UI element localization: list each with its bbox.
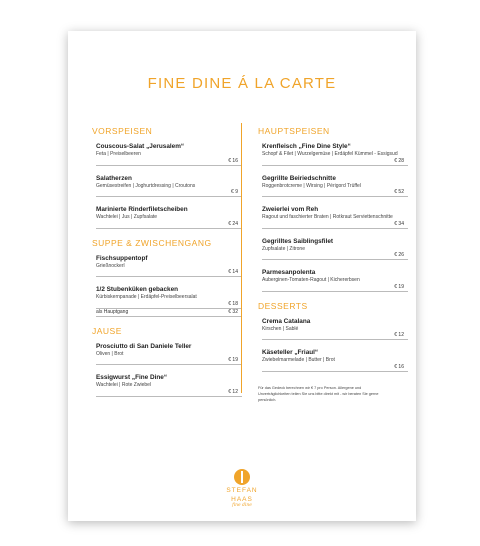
- dish-description: Schopf & Filet | Wurzelgemüse | Erdäpfel Kümmel - Essigsud: [262, 151, 398, 157]
- dish-name: Prosciutto di San Daniele Teller: [96, 342, 192, 350]
- menu-item: [96, 374, 242, 397]
- dish-name: Käseteller „Friaul“: [262, 349, 319, 356]
- footnote: Für das Gedeck berechnen wir € 7 pro Person. Allergene und Unverträglichkeiten teilen Sie uns bitte direkt mit - wir beraten Sie gerne persönlich.: [258, 386, 379, 402]
- left-column: [92, 126, 242, 406]
- dish-description: Grießnockerl: [96, 262, 125, 269]
- section-heading: HAUPTSPEISEN: [258, 126, 330, 136]
- dish-description: Wachtelei | Rote Zwiebel: [96, 382, 152, 388]
- dish-price: € 9: [231, 189, 238, 195]
- dish-price: € 26: [394, 252, 404, 258]
- dish-name: Gegrilltes Saiblingsfilet: [262, 237, 334, 245]
- dish-price-row: [96, 221, 242, 229]
- dish-price-row: [96, 269, 242, 277]
- menu-item: [262, 238, 408, 261]
- menu-item: [96, 143, 242, 166]
- menu-section: [258, 301, 408, 372]
- dish-name: Essigwurst „Fine Dine“: [96, 374, 168, 381]
- dish-description: Kürbiskernpanade | Erdäpfel-Preiselbeersalat: [96, 294, 197, 300]
- dish-price: € 52: [394, 189, 404, 195]
- dish-description: Auberginen-Tomaten-Ragout | Kichererbsen: [262, 277, 360, 283]
- menu-item: [96, 343, 242, 366]
- dish-price-row: [262, 284, 408, 292]
- dish-description: Roggenbrotcreme | Wirsing | Périgord Trüffel: [262, 182, 361, 189]
- dish-name: 1/2 Stubenküken gebacken: [96, 286, 179, 293]
- dish-price: € 12: [228, 388, 238, 395]
- section-heading: JAUSE: [92, 325, 122, 336]
- menu-sheet: [68, 31, 416, 521]
- dish-description: Zupfsalate | Zitrone: [262, 245, 305, 252]
- dish-price-row: [262, 252, 408, 260]
- dish-price: € 12: [394, 332, 404, 338]
- option-price: € 32: [228, 308, 238, 315]
- menu-section: [92, 126, 242, 229]
- right-column: [258, 126, 408, 381]
- fork-icon: [234, 469, 250, 485]
- menu-item: [262, 318, 408, 341]
- menu-item: [96, 206, 242, 229]
- logo-name-line2: HAAS: [231, 496, 253, 503]
- menu-item: [96, 175, 242, 198]
- dish-price: € 28: [394, 157, 404, 164]
- dish-price: € 16: [228, 157, 238, 164]
- logo-signature: fine dine: [232, 503, 252, 508]
- dish-price-row: [96, 189, 242, 197]
- dish-price-row: [262, 158, 408, 166]
- dish-price-row: [262, 189, 408, 197]
- dish-price: € 19: [394, 283, 404, 290]
- dish-description: Kirschen | Sablé: [262, 325, 299, 332]
- option-label: als Hauptgang: [96, 308, 129, 315]
- dish-name: Crema Catalana: [262, 317, 311, 325]
- menu-item: [262, 175, 408, 198]
- menu-section: [92, 238, 242, 317]
- main-course-option: [96, 309, 242, 317]
- dish-name: Zweierlei vom Reh: [262, 206, 319, 213]
- section-heading: VORSPEISEN: [92, 126, 153, 136]
- dish-description: Feta | Preiselbeeren: [96, 151, 141, 157]
- dish-price: € 18: [228, 300, 238, 307]
- menu-item: [262, 269, 408, 292]
- dish-name: Fischsuppentopf: [96, 254, 148, 262]
- dish-name: Couscous-Salat „Jerusalem“: [96, 143, 185, 150]
- dish-price-row: [262, 332, 408, 340]
- dish-name: Marinierte Rinderfiletscheiben: [96, 206, 188, 213]
- dish-name: Gegrillte Beiriedschnitte: [262, 174, 336, 182]
- dish-description: Zwiebelmarmelade | Butter | Brot: [262, 357, 335, 363]
- dish-description: Gemüsestreifen | Joghurtdressing | Croutons: [96, 182, 196, 189]
- dish-price: € 14: [228, 269, 238, 275]
- dish-name: Salatherzen: [96, 174, 132, 182]
- dish-price-row: [262, 221, 408, 229]
- dish-price-row: [96, 357, 242, 365]
- dish-price-row: [262, 364, 408, 372]
- stefan-haas-logo: [225, 469, 259, 508]
- dish-description: Oliven | Brot: [96, 350, 124, 357]
- dish-price-row: [96, 301, 242, 309]
- column-divider: [241, 123, 242, 393]
- menu-section: [92, 326, 242, 397]
- dish-price: € 24: [228, 220, 238, 227]
- dish-price-row: [96, 158, 242, 166]
- menu-item: [262, 349, 408, 372]
- menu-item: [96, 255, 242, 278]
- section-heading: SUPPE & ZWISCHENGANG: [92, 237, 212, 248]
- section-heading: DESSERTS: [258, 300, 308, 311]
- dish-name: Krenfleisch „Fine Dine Style“: [262, 143, 351, 150]
- menu-item: [262, 143, 408, 166]
- menu-section: [258, 126, 408, 292]
- dish-description: Ragout und faschierter Braten | Rotkraut Serviettenschnitte: [262, 214, 393, 220]
- menu-item: [96, 286, 242, 317]
- dish-price: € 34: [394, 220, 404, 227]
- dish-price: € 16: [394, 363, 404, 370]
- logo-name-line1: STEFAN: [226, 487, 258, 494]
- menu-item: [262, 206, 408, 229]
- dish-description: Wachtelei | Jus | Zupfsalate: [96, 214, 158, 220]
- dish-price: € 19: [228, 357, 238, 363]
- dish-name: Parmesanpolenta: [262, 269, 316, 276]
- dish-price-row: [96, 389, 242, 397]
- menu-title: FINE DINE Á LA CARTE: [147, 75, 337, 92]
